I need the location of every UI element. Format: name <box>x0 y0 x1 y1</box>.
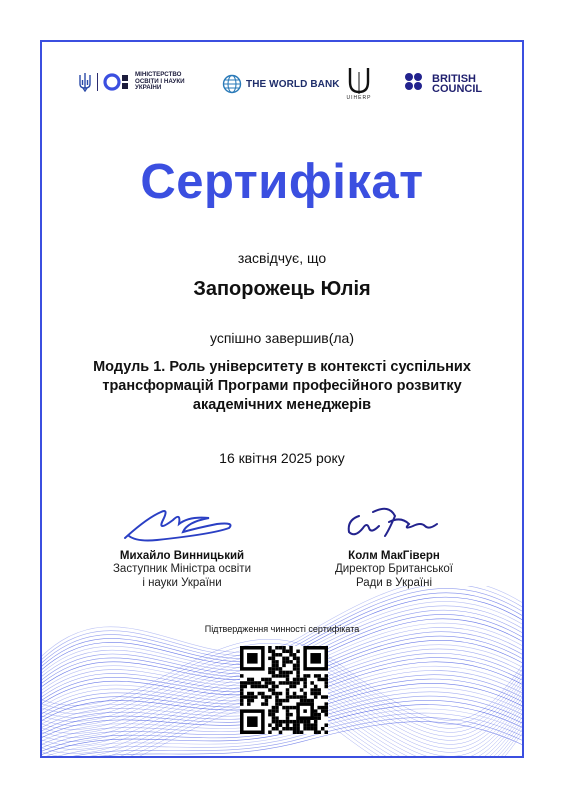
qr-code[interactable] <box>240 646 328 734</box>
british-council-dots-icon <box>404 72 428 96</box>
british-council-logo <box>404 72 482 96</box>
ministry-logo <box>78 72 201 92</box>
globe-icon <box>222 74 242 94</box>
uiherp-logo <box>346 66 372 101</box>
signatory-right-role-2: Ради в Україні <box>355 577 433 589</box>
signatory-left-role-2: і науки України <box>142 577 222 589</box>
partner-logos <box>42 70 522 110</box>
ministry-logo-text: МІНІСТЕРСТВО ОСВІТИ І НАУКИ УКРАЇНИ <box>135 71 185 92</box>
signature-left-image <box>117 498 247 546</box>
signatory-left <box>82 498 282 590</box>
signatory-right-role-1: Директор Британської <box>334 563 454 575</box>
course-title: Модуль 1. Роль університету в контексті суспільних трансформацій Програми професійного розвитку академічних менеджерів <box>93 359 471 413</box>
signatory-left-name: Михайло Винницький <box>119 550 245 562</box>
british-council-line2: COUNCIL <box>432 83 483 95</box>
issue-date: 16 квітня 2025 року <box>219 450 345 466</box>
british-council-line1: BRITISH <box>432 72 476 85</box>
certificate-frame <box>40 40 524 758</box>
world-bank-logo <box>222 74 340 94</box>
british-council-text <box>432 74 482 95</box>
uiherp-text: UIHERP <box>346 95 372 101</box>
signatory-right-name: Колм МакГіверн <box>348 550 440 562</box>
completed-text: успішно завершив(ла) <box>210 330 354 346</box>
certifies-text: засвідчує, що <box>237 250 327 266</box>
recipient-name: Запорожець Юлія <box>193 278 371 300</box>
signature-right-image <box>329 498 459 546</box>
trident-icon <box>78 72 92 92</box>
verification-label: Підтвердження чинності сертифіката <box>204 624 360 634</box>
ministry-mark-icon <box>103 72 131 92</box>
logo-divider <box>97 73 98 91</box>
signatory-left-role-1: Заступник Міністра освіти <box>112 563 251 575</box>
signatory-right <box>294 498 494 590</box>
world-bank-text: THE WORLD BANK <box>246 78 340 90</box>
certificate-title: Сертифікат <box>140 155 424 209</box>
u-letter-icon <box>346 66 372 96</box>
